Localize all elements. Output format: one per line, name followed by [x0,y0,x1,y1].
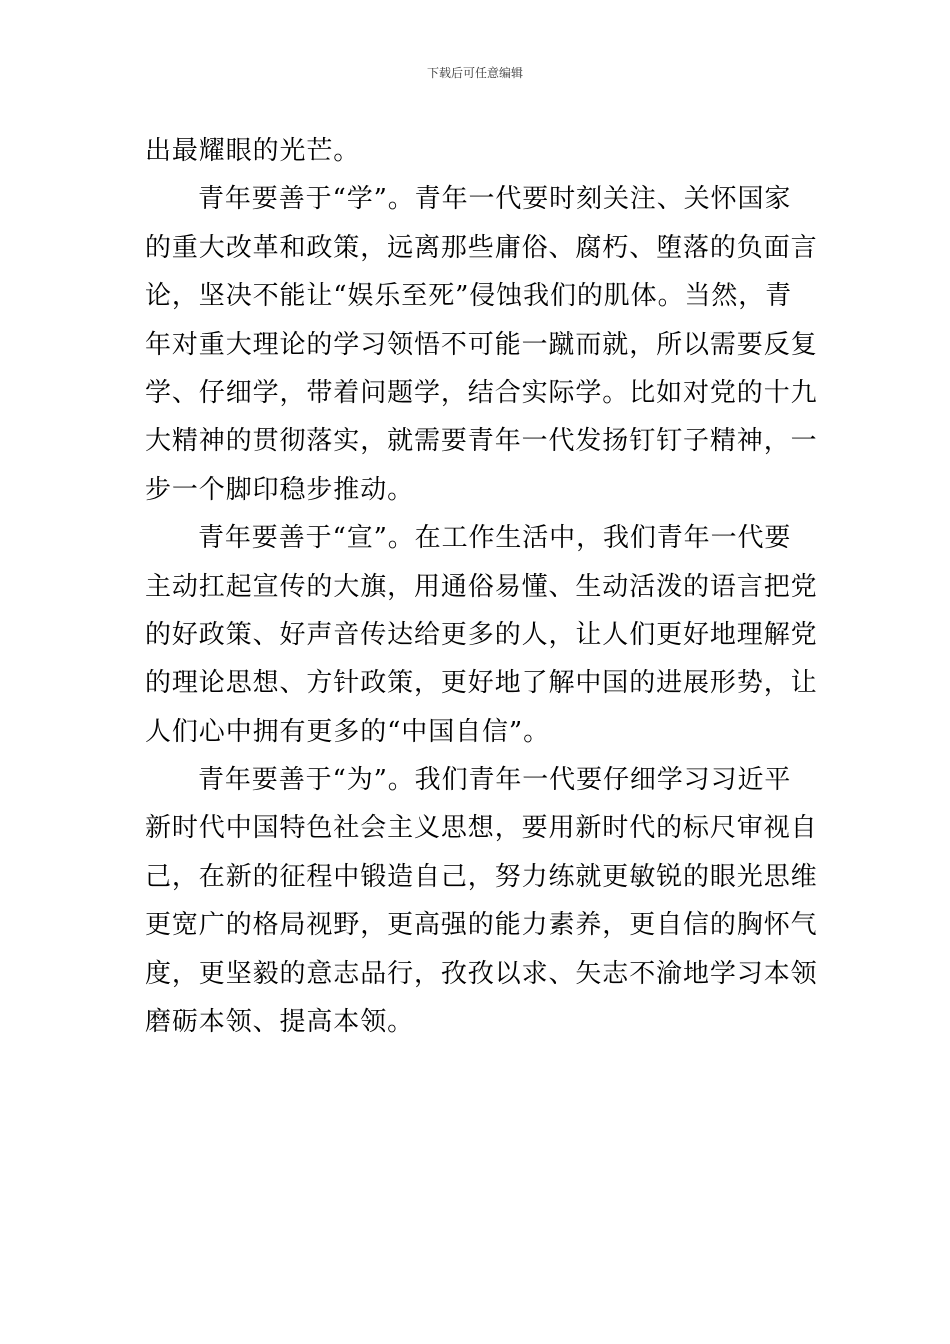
text-line: 人们心中拥有更多的“中国自信”。 [145,716,550,747]
text-line: 的好政策、好声音传达给更多的人，让人们更好地理解党 [145,619,818,650]
text-line: 度，更坚毅的意志品行，孜孜以求、矢志不渝地学习本领 [145,958,818,989]
text-line: 青年要善于“为”。我们青年一代要仔细学习习近平 [198,765,792,796]
text-line: 步一个脚印稳步推动。 [145,474,415,505]
text-line: 年对重大理论的学习领悟不可能一蹴而就，所以需要反复 [145,329,818,360]
text-line: 出最耀眼的光芒。 [145,136,361,166]
text-line: 更宽广的格局视野，更高强的能力素养，更自信的胸怀气 [145,910,818,941]
document-body [145,127,818,1046]
text-line: 论，坚决不能让“娱乐至死”侵蚀我们的肌体。当然，青 [145,281,793,312]
text-line: 新时代中国特色社会主义思想，要用新时代的标尺审视自 [145,813,818,844]
text-line: 学、仔细学，带着问题学，结合实际学。比如对党的十九 [145,377,818,408]
text-line: 青年要善于“宣”。在工作生活中，我们青年一代要 [198,523,792,554]
text-line: 的重大改革和政策，远离那些庸俗、腐朽、堕落的负面言 [145,232,818,263]
paragraph [145,514,818,756]
paragraph [145,756,818,1046]
text-line: 主动扛起宣传的大旗，用通俗易懂、生动活泼的语言把党 [145,571,818,602]
text-line: 己，在新的征程中锻造自己，努力练就更敏锐的眼光思维 [145,861,818,892]
text-line: 青年要善于“学”。青年一代要时刻关注、关怀国家 [198,184,792,215]
paragraph [145,127,810,175]
text-line: 磨砺本领、提高本领。 [145,1007,415,1038]
paragraph [145,175,818,514]
text-line: 大精神的贯彻落实，就需要青年一代发扬钉钉子精神，一 [145,426,818,457]
text-line: 的理论思想、方针政策，更好地了解中国的进展形势，让 [145,668,818,699]
page-header: 下载后可任意编辑 [426,66,523,80]
